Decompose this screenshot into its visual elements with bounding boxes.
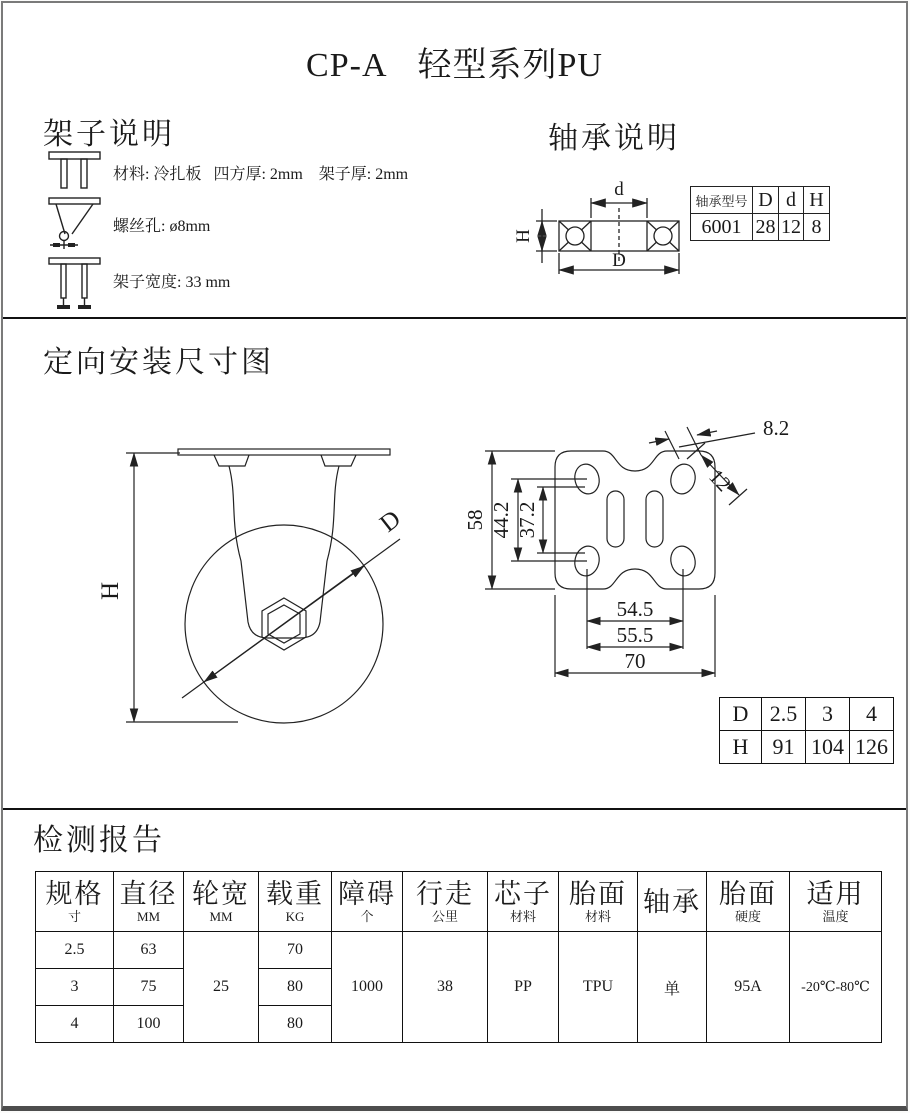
plate-dim-55-label: 55.5 (616, 623, 654, 647)
section-divider (3, 808, 906, 810)
diameter-value: 75 (114, 969, 184, 1006)
bearing-H-header: H (804, 187, 830, 214)
frame-item-width: 架子宽度: 33 mm (113, 274, 231, 291)
page-title (3, 37, 906, 86)
col-distance-sub: 公里 (431, 909, 458, 924)
col-temperature-sub: 温度 (822, 909, 849, 924)
mounting-plate-top-view-drawing (435, 409, 797, 709)
dh-row-h-v2: 104 (806, 731, 850, 764)
plate-dim-54-label: 54.5 (616, 597, 654, 621)
col-core-title: 芯子 (494, 879, 552, 909)
side-view-diameter-label: D (375, 505, 406, 538)
col-bearing (638, 872, 707, 932)
plate-dim-37-label: 37.2 (515, 501, 539, 539)
bearing-dim-D-label: D (612, 250, 626, 271)
spec-value: 4 (36, 1006, 114, 1043)
col-wheel-width-sub: MM (209, 909, 233, 924)
col-temperature-title: 适用 (806, 879, 865, 909)
table-row (720, 731, 894, 764)
title-series: 轻型系列PU (417, 47, 603, 84)
bearing-cross-section-drawing (513, 171, 699, 283)
bearing-d-value: 12 (779, 214, 804, 241)
diameter-height-table (719, 697, 894, 764)
diameter-value: 100 (114, 1006, 184, 1043)
spec-value: 2.5 (36, 932, 114, 969)
side-view-height-label: H (97, 581, 124, 601)
col-hardness-title: 胎面 (719, 879, 777, 909)
temperature-value: -20℃-80℃ (790, 932, 882, 1043)
fork-bolt-icon (48, 197, 102, 255)
bearing-section-heading: 轴承说明 (548, 122, 680, 155)
spec-value: 3 (36, 969, 114, 1006)
col-load-title: 载重 (266, 879, 324, 909)
wheel-width-value: 25 (184, 932, 259, 1043)
dh-row-d-v3: 4 (850, 698, 894, 731)
title-code: CP-A (306, 47, 388, 84)
col-diameter-title: 直径 (119, 879, 178, 909)
col-wheel-width (184, 872, 259, 932)
col-spec (36, 872, 114, 932)
plate-legs-icon (48, 151, 102, 193)
plate-dim-44-label: 44.2 (489, 501, 513, 539)
bearing-D-value: 28 (753, 214, 779, 241)
col-core-sub: 材料 (509, 909, 536, 924)
bearing-dim-d-label: d (614, 179, 624, 200)
distance-value: 38 (403, 932, 488, 1043)
load-value: 70 (259, 932, 332, 969)
report-header-row (36, 872, 882, 932)
table-row (691, 187, 830, 214)
diameter-value: 63 (114, 932, 184, 969)
load-value: 80 (259, 969, 332, 1006)
frame-item-material: 材料: 冷扎板 四方厚: 2mm 架子厚: 2mm (113, 166, 409, 183)
plate-dim-82-label: 8.2 (763, 416, 790, 440)
col-hardness (707, 872, 790, 932)
col-spec-sub: 寸 (67, 909, 81, 924)
col-diameter (114, 872, 184, 932)
col-tread-material (559, 872, 638, 932)
col-diameter-sub: MM (136, 909, 161, 924)
bearing-H-value: 8 (804, 214, 830, 241)
dh-row-d-v1: 2.5 (762, 698, 806, 731)
caster-side-view-drawing (98, 425, 410, 733)
col-core (488, 872, 559, 932)
bearing-spec-table (690, 186, 830, 241)
plate-dim-58-label: 58 (463, 509, 487, 531)
core-material-value: PP (488, 932, 559, 1043)
installation-section-heading: 定向安装尺寸图 (43, 346, 274, 379)
bearing-D-header: D (753, 187, 779, 214)
report-data-row (36, 932, 882, 969)
load-value: 80 (259, 1006, 332, 1043)
plate-dim-70-label: 70 (624, 649, 646, 673)
col-wheel-width-title: 轮宽 (192, 879, 250, 909)
dh-row-d-v2: 3 (806, 698, 850, 731)
col-obstacle-title: 障碍 (338, 879, 396, 909)
col-tread-material-sub: 材料 (584, 909, 611, 924)
col-load-sub: KG (285, 909, 305, 924)
bearing-d-header: d (779, 187, 804, 214)
section-divider (3, 317, 906, 319)
dh-row-d-key: D (720, 698, 762, 731)
col-spec-title: 规格 (45, 879, 104, 909)
col-obstacle-sub: 个 (360, 909, 374, 924)
dh-row-h-key: H (720, 731, 762, 764)
plate-dim-12-label: 12 (704, 464, 737, 497)
dh-row-h-v1: 91 (762, 731, 806, 764)
frame-section-heading: 架子说明 (43, 118, 175, 151)
report-section-heading: 检测报告 (33, 824, 165, 857)
dh-row-h-v3: 126 (850, 731, 894, 764)
bearing-model-header: 轴承型号 (691, 187, 753, 214)
frame-item-screw-hole: 螺丝孔: ø8mm (113, 218, 211, 235)
col-temperature (790, 872, 882, 932)
table-row (691, 214, 830, 241)
col-bearing-title: 轴承 (643, 886, 701, 917)
col-load (259, 872, 332, 932)
col-tread-material-title: 胎面 (569, 879, 627, 909)
bearing-model-value: 6001 (691, 214, 753, 241)
plate-width-icon (48, 257, 102, 315)
spec-sheet-page (1, 1, 908, 1111)
bearing-dim-H-label: H (513, 229, 534, 243)
col-distance (403, 872, 488, 932)
col-hardness-sub: 硬度 (734, 909, 761, 924)
col-obstacle (332, 872, 403, 932)
tread-material-value: TPU (559, 932, 638, 1043)
bearing-type-value: 单 (638, 932, 707, 1043)
hardness-value: 95A (707, 932, 790, 1043)
table-row (720, 698, 894, 731)
obstacle-value: 1000 (332, 932, 403, 1043)
col-distance-title: 行走 (416, 879, 474, 909)
test-report-table (35, 871, 882, 1043)
